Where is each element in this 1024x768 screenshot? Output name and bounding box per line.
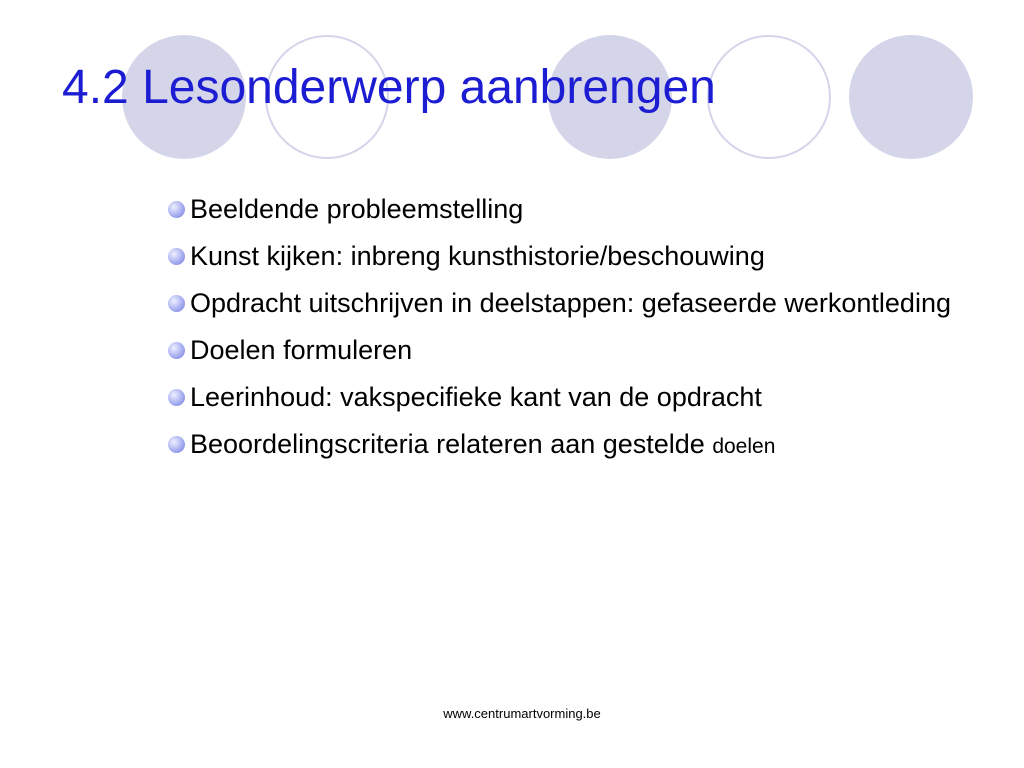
bullet-text: Beoordelingscriteria relateren aan gestelde [190, 429, 713, 459]
bullet-text-small: doelen [712, 435, 776, 458]
bullet-item [168, 190, 958, 228]
slide-title: 4.2 Lesonderwerp aanbrengen [62, 61, 716, 114]
decorative-circle-3 [849, 35, 973, 159]
footer [0, 706, 1024, 721]
bullet-icon [168, 295, 185, 312]
bullet-text: Doelen formuleren [190, 335, 413, 365]
bullet-icon [168, 201, 185, 218]
bullet-icon [168, 389, 185, 406]
bullet-text: Opdracht uitschrijven in deelstappen: gefaseerde werkontleding [190, 288, 951, 318]
bullet-text: Beeldende probleemstelling [190, 194, 524, 224]
bullet-icon [168, 248, 185, 265]
bullet-text: Leerinhoud: vakspecifieke kant van de opdracht [190, 382, 762, 412]
bullet-icon [168, 342, 185, 359]
bullet-list [168, 190, 958, 475]
bullet-item [168, 378, 958, 416]
footer-url: www.centrumartvorming.be [443, 706, 601, 721]
decorative-ring-2 [707, 35, 831, 159]
bullet-item [168, 284, 958, 322]
bullet-icon [168, 436, 185, 453]
bullet-item [168, 331, 958, 369]
bullet-item [168, 237, 958, 275]
bullet-item [168, 425, 958, 466]
bullet-text: Kunst kijken: inbreng kunsthistorie/beschouwing [190, 241, 765, 271]
